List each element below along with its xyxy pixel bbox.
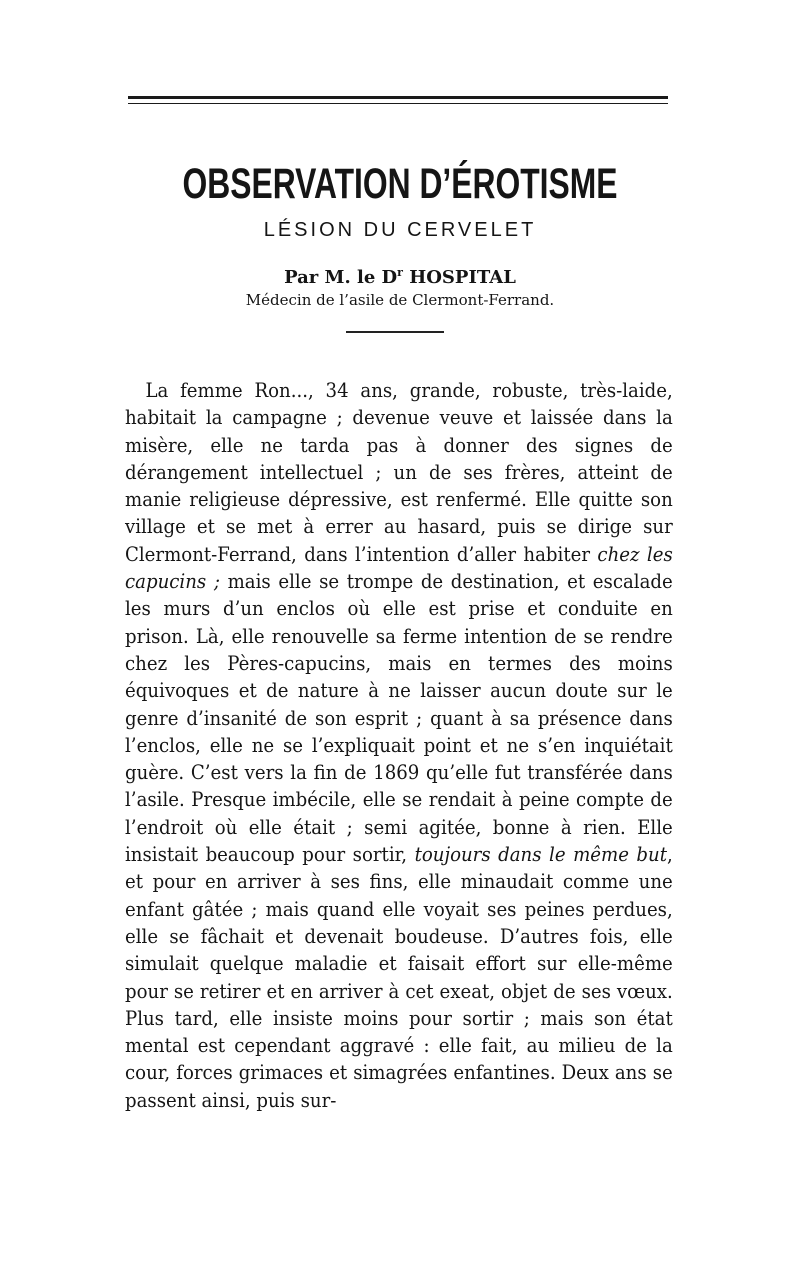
author-name: HOSPITAL [402,267,516,288]
top-rule [128,96,668,99]
author-title-sup: r [397,266,403,279]
body-text-part: mais elle se trompe de destination, et escalade les murs d’un enclos où elle est prise et conduite en prison. Là, elle renouvelle sa ferme intention de se rendre chez les Pères-capucins, mais en termes des moins équivoques et de nature à ne laisser aucun doute sur le genre d’insanité de son esprit ; quant à sa présence dans l’enclos, elle ne se l’expliquait point et ne s’en inquiétait guère. C’est vers la fin de 1869 qu’elle fut transférée dans l’asile. Presque imbécile, elle se rendait à peine compte de l’endroit où elle était ; semi agitée, bonne à rien. Elle insistait beaucoup pour sortir, [125,570,673,867]
section-divider [346,331,444,333]
body-text-part: La femme Ron..., 34 ans, grande, robuste, très-laide, habitait la campagne ; devenue veuve et laissée dans la misère, elle ne tarda pas à donner des signes de dérangement intellectuel ; un de ses frères, atteint de manie religieuse dépressive, est renfermé. Elle quitte son village et se met à errer au hasard, puis se dirige sur Clermont-Ferrand, dans l’intention d’aller habiter [125,379,673,566]
article-title: OBSERVATION D’ÉROTISME [182,160,618,208]
author-affiliation: Médecin de l’asile de Clermont-Ferrand. [245,291,555,309]
author-prefix: Par M. le D [284,267,398,288]
body-italic-phrase: chez les capucins ; [125,542,673,594]
body-text-part: , et pour en arriver à ses fins, elle minaudait comme une enfant gâtée ; mais quand elle voyait ses peines perdues, elle se fâchait et devenait boudeuse. D’autres fois, elle simulait quelque maladie et faisait effort sur elle-même pour se retirer et en arriver à cet exeat, objet de ses vœux. Plus tard, elle insiste moins pour sortir ; mais son état mental est cependant aggravé : elle fait, au milieu de la cour, forces grimaces et simagrées enfantines. Deux ans se passent ainsi, puis sur- [125,843,673,1112]
author-line [0,266,800,288]
top-rule-thin [128,103,668,104]
article-subtitle: LÉSION DU CERVELET [263,219,537,241]
body-paragraph [125,377,673,1114]
body-italic-phrase: toujours dans le même but [414,843,668,867]
